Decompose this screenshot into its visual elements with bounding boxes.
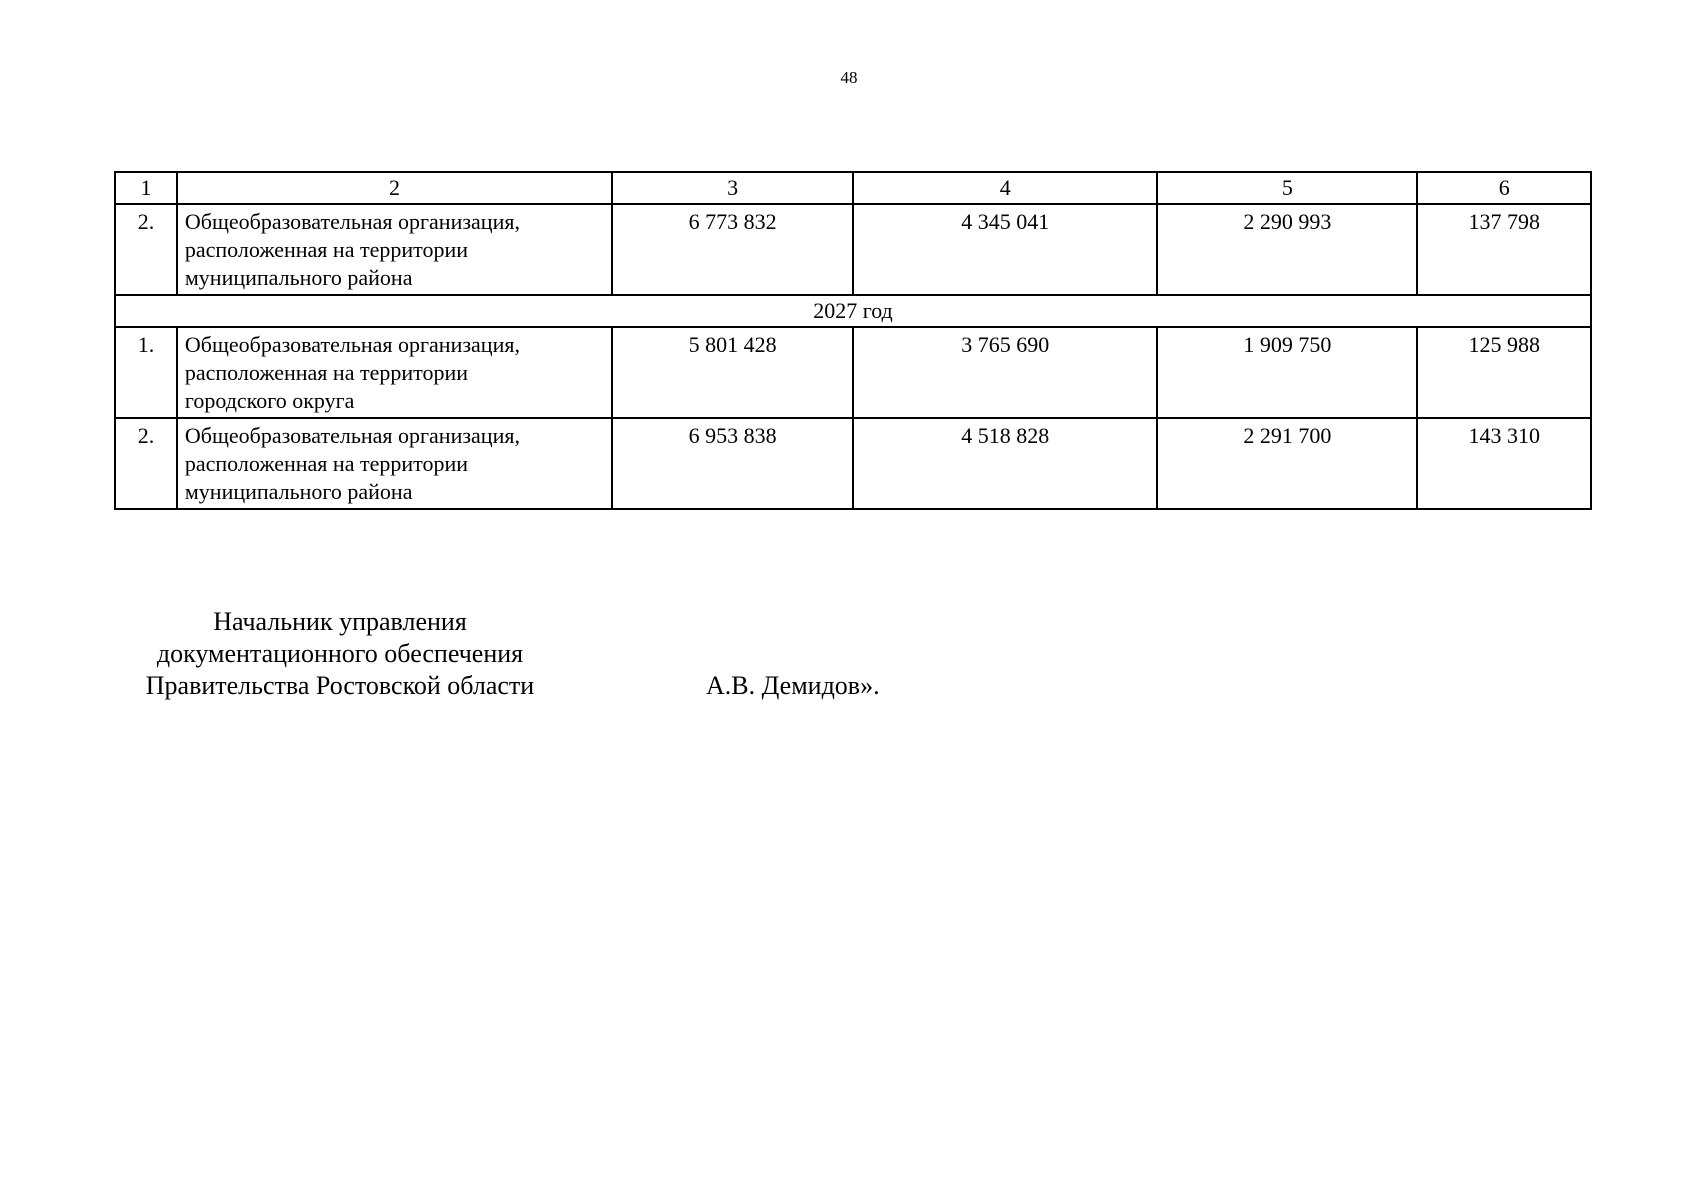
organization-name-line: муниципального района: [184, 479, 413, 504]
header-cell-1: 1: [115, 172, 177, 204]
year-label: 2027 год: [115, 295, 1591, 327]
value-col-5: 2 291 700: [1157, 418, 1417, 509]
value-col-5: 2 290 993: [1157, 204, 1417, 295]
organization-name: [177, 327, 612, 418]
year-row: [115, 295, 1591, 327]
table-row: [115, 418, 1591, 509]
signature-title-line: документационного обеспечения: [156, 639, 524, 668]
header-cell-3: 3: [612, 172, 853, 204]
header-cell-5: 5: [1157, 172, 1417, 204]
table-row: [115, 327, 1591, 418]
value-col-6: 143 310: [1417, 418, 1591, 509]
value-col-3: 6 953 838: [612, 418, 853, 509]
organization-name-line: расположенная на территории: [184, 360, 468, 385]
signature-title: [110, 606, 570, 702]
data-table: [114, 171, 1592, 510]
value-col-4: 4 518 828: [853, 418, 1157, 509]
signature-title-line: Правительства Ростовской области: [145, 671, 535, 700]
organization-name-line: расположенная на территории: [184, 237, 468, 262]
organization-name-line: городского округа: [184, 388, 355, 413]
table-row: [115, 204, 1591, 295]
organization-name-line: муниципального района: [184, 265, 413, 290]
row-number: 2.: [115, 204, 177, 295]
signature-name: А.В. Демидов».: [706, 671, 880, 700]
value-col-5: 1 909 750: [1157, 327, 1417, 418]
value-col-6: 137 798: [1417, 204, 1591, 295]
header-cell-6: 6: [1417, 172, 1591, 204]
page-number: 48: [840, 68, 858, 87]
value-col-4: 3 765 690: [853, 327, 1157, 418]
value-col-3: 5 801 428: [612, 327, 853, 418]
header-cell-2: 2: [177, 172, 612, 204]
organization-name-line: Общеобразовательная организация,: [184, 423, 520, 448]
table-header-row: [115, 172, 1591, 204]
row-number: 1.: [115, 327, 177, 418]
organization-name-line: Общеобразовательная организация,: [184, 209, 520, 234]
value-col-3: 6 773 832: [612, 204, 853, 295]
signature-title-line: Начальник управления: [213, 607, 467, 636]
organization-name-line: расположенная на территории: [184, 451, 468, 476]
organization-name: [177, 204, 612, 295]
value-col-4: 4 345 041: [853, 204, 1157, 295]
organization-name: [177, 418, 612, 509]
organization-name-line: Общеобразовательная организация,: [184, 332, 520, 357]
row-number: 2.: [115, 418, 177, 509]
header-cell-4: 4: [853, 172, 1157, 204]
value-col-6: 125 988: [1417, 327, 1591, 418]
